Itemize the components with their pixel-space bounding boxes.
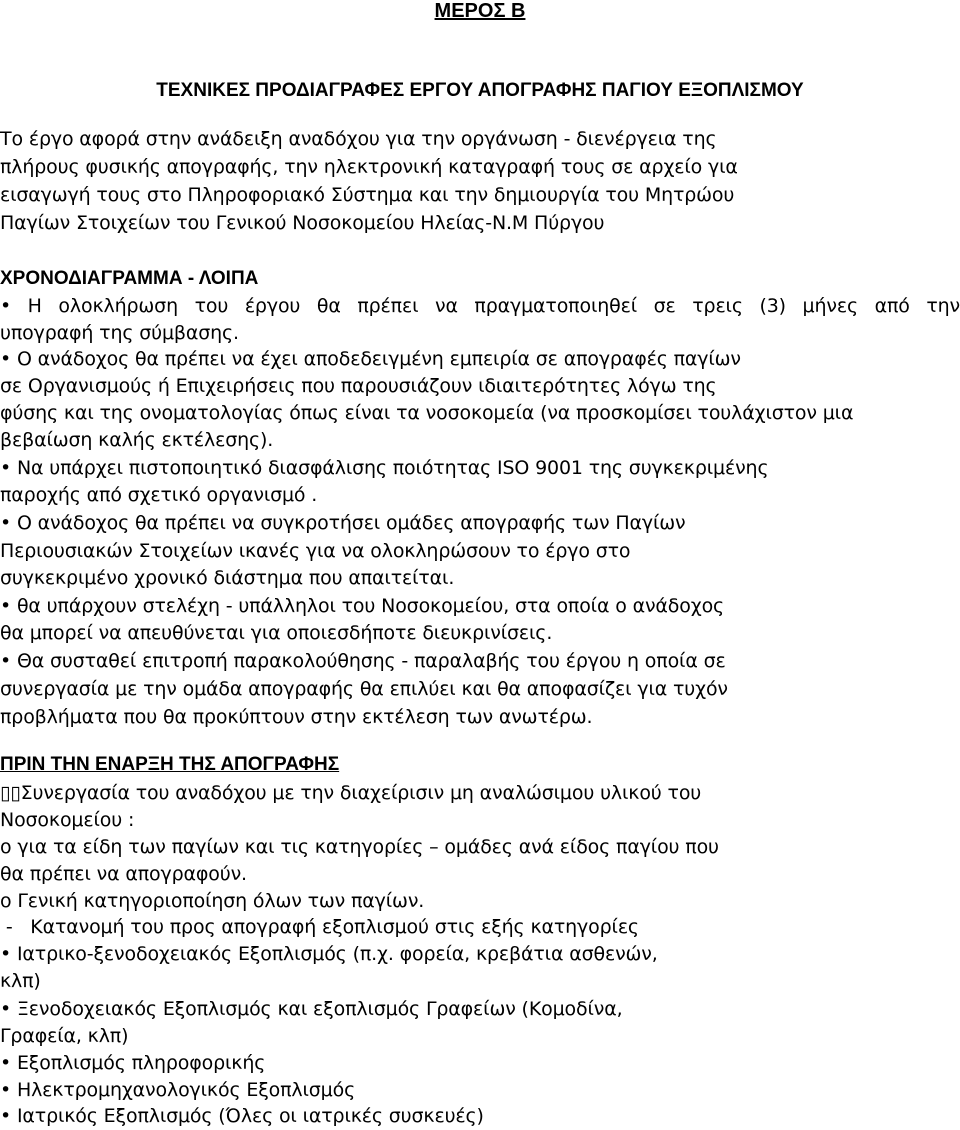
list-line: • Η ολοκλήρωση του έργου θα πρέπει να πραγματοποιηθεί σε τρεις (3) μήνες από την — [0, 295, 960, 317]
list-line: • Ηλεκτρομηχανολογικός Εξοπλισμός — [0, 1079, 356, 1101]
part-title: ΜΕΡΟΣ Β — [434, 0, 526, 22]
list-line: • Ιατρικός Εξοπλισμός (Όλες οι ιατρικές συσκευές) — [0, 1105, 484, 1127]
list-line: • Ιατρικο-ξενοδοχειακός Εξοπλισμός (π.χ. φορεία, κρεβάτια ασθενών, — [0, 943, 658, 965]
list-line: • Ο ανάδοχος θα πρέπει να συγκροτήσει ομάδες απογραφής των Παγίων — [0, 512, 686, 534]
list-line: βεβαίωση καλής εκτέλεσης). — [0, 429, 274, 451]
list-line: προβλήματα που θα προκύπτουν στην εκτέλεση των ανωτέρω. — [0, 706, 593, 728]
section-heading-schedule: ΧΡΟΝΟΔΙΑΓΡΑΜΜΑ - ΛΟΙΠΑ — [0, 268, 259, 289]
list-line: - Κατανομή του προς απογραφή εξοπλισμού στις εξής κατηγορίες — [0, 916, 639, 938]
list-line: • Ο ανάδοχος θα πρέπει να έχει αποδεδειγμένη εμπειρία σε απογραφές παγίων — [0, 348, 741, 370]
list-line: ο Γενική κατηγοριοποίηση όλων των παγίων. — [0, 890, 425, 912]
list-line — [0, 780, 960, 807]
list-line: συγκεκριμένο χρονικό διάστημα που απαιτείται. — [0, 567, 455, 589]
list-line: • Θα συσταθεί επιτροπή παρακολούθησης - παραλαβής του έργου η οποία σε — [0, 650, 726, 672]
list-line: φύσης και της ονοματολογίας όπως είναι τα νοσοκομεία (να προσκομίσει τουλάχιστον μια — [0, 402, 854, 424]
list-line-text: Συνεργασία του αναδόχου με την διαχείρισιν μη αναλώσιμου υλικού του — [20, 782, 702, 804]
intro-line: Παγίων Στοιχείων του Γενικού Νοσοκομείου Ηλείας-Ν.Μ Πύργου — [0, 212, 605, 234]
list-line: • Να υπάρχει πιστοποιητικό διασφάλισης ποιότητας ISO 9001 της συγκεκριμένης — [0, 457, 769, 479]
section-heading-before-inventory: ΠΡΙΝ ΤΗΝ ΕΝΑΡΞΗ ΤΗΣ ΑΠΟΓΡΑΦΗΣ — [0, 754, 340, 775]
list-line: Γραφεία, κλπ) — [0, 1025, 129, 1047]
list-line: • θα υπάρχουν στελέχη - υπάλληλοι του Νοσοκομείου, στα οποία ο ανάδοχος — [0, 595, 725, 617]
list-line: Περιουσιακών Στοιχείων ικανές για να ολοκληρώσουν το έργο στο — [0, 540, 631, 562]
intro-line: Το έργο αφορά στην ανάδειξη αναδόχου για την οργάνωση - διενέργεια της — [0, 128, 717, 150]
list-line: θα μπορεί να απευθύνεται για οποιεσδήποτε διευκρινίσεις. — [0, 622, 553, 644]
list-line: • Ξενοδοχειακός Εξοπλισμός και εξοπλισμός Γραφείων (Κομοδίνα, — [0, 998, 623, 1020]
list-line: σε Οργανισμούς ή Επιχειρήσεις που παρουσιάζουν ιδιαιτερότητες λόγω της — [0, 375, 717, 397]
list-line: συνεργασία με την ομάδα απογραφής θα επιλύει και θα αποφασίζει για τυχόν — [0, 678, 728, 700]
missing-glyph-icon: ▯▯ — [0, 782, 21, 804]
intro-line: πλήρους φυσικής απογραφής, την ηλεκτρονική καταγραφή τους σε αρχείο για — [0, 156, 738, 178]
intro-line: εισαγωγή τους στο Πληροφοριακό Σύστημα και την δημιουργία του Μητρώου — [0, 184, 735, 206]
list-line: • Εξοπλισμός πληροφορικής — [0, 1052, 266, 1074]
document-title: ΤΕΧΝΙΚΕΣ ΠΡΟΔΙΑΓΡΑΦΕΣ ΕΡΓΟΥ ΑΠΟΓΡΑΦΗΣ ΠΑΓΙΟΥ ΕΞΟΠΛΙΣΜΟΥ — [156, 80, 804, 101]
list-line: παροχής από σχετικό οργανισμό . — [0, 484, 318, 506]
list-line: θα πρέπει να απογραφούν. — [0, 863, 247, 885]
list-line: κλπ) — [0, 970, 41, 992]
list-line: Νοσοκομείου : — [0, 809, 135, 831]
list-line: ο για τα είδη των παγίων και τις κατηγορίες – ομάδες ανά είδος παγίου που — [0, 836, 719, 858]
list-line: υπογραφή της σύμβασης. — [0, 322, 239, 344]
